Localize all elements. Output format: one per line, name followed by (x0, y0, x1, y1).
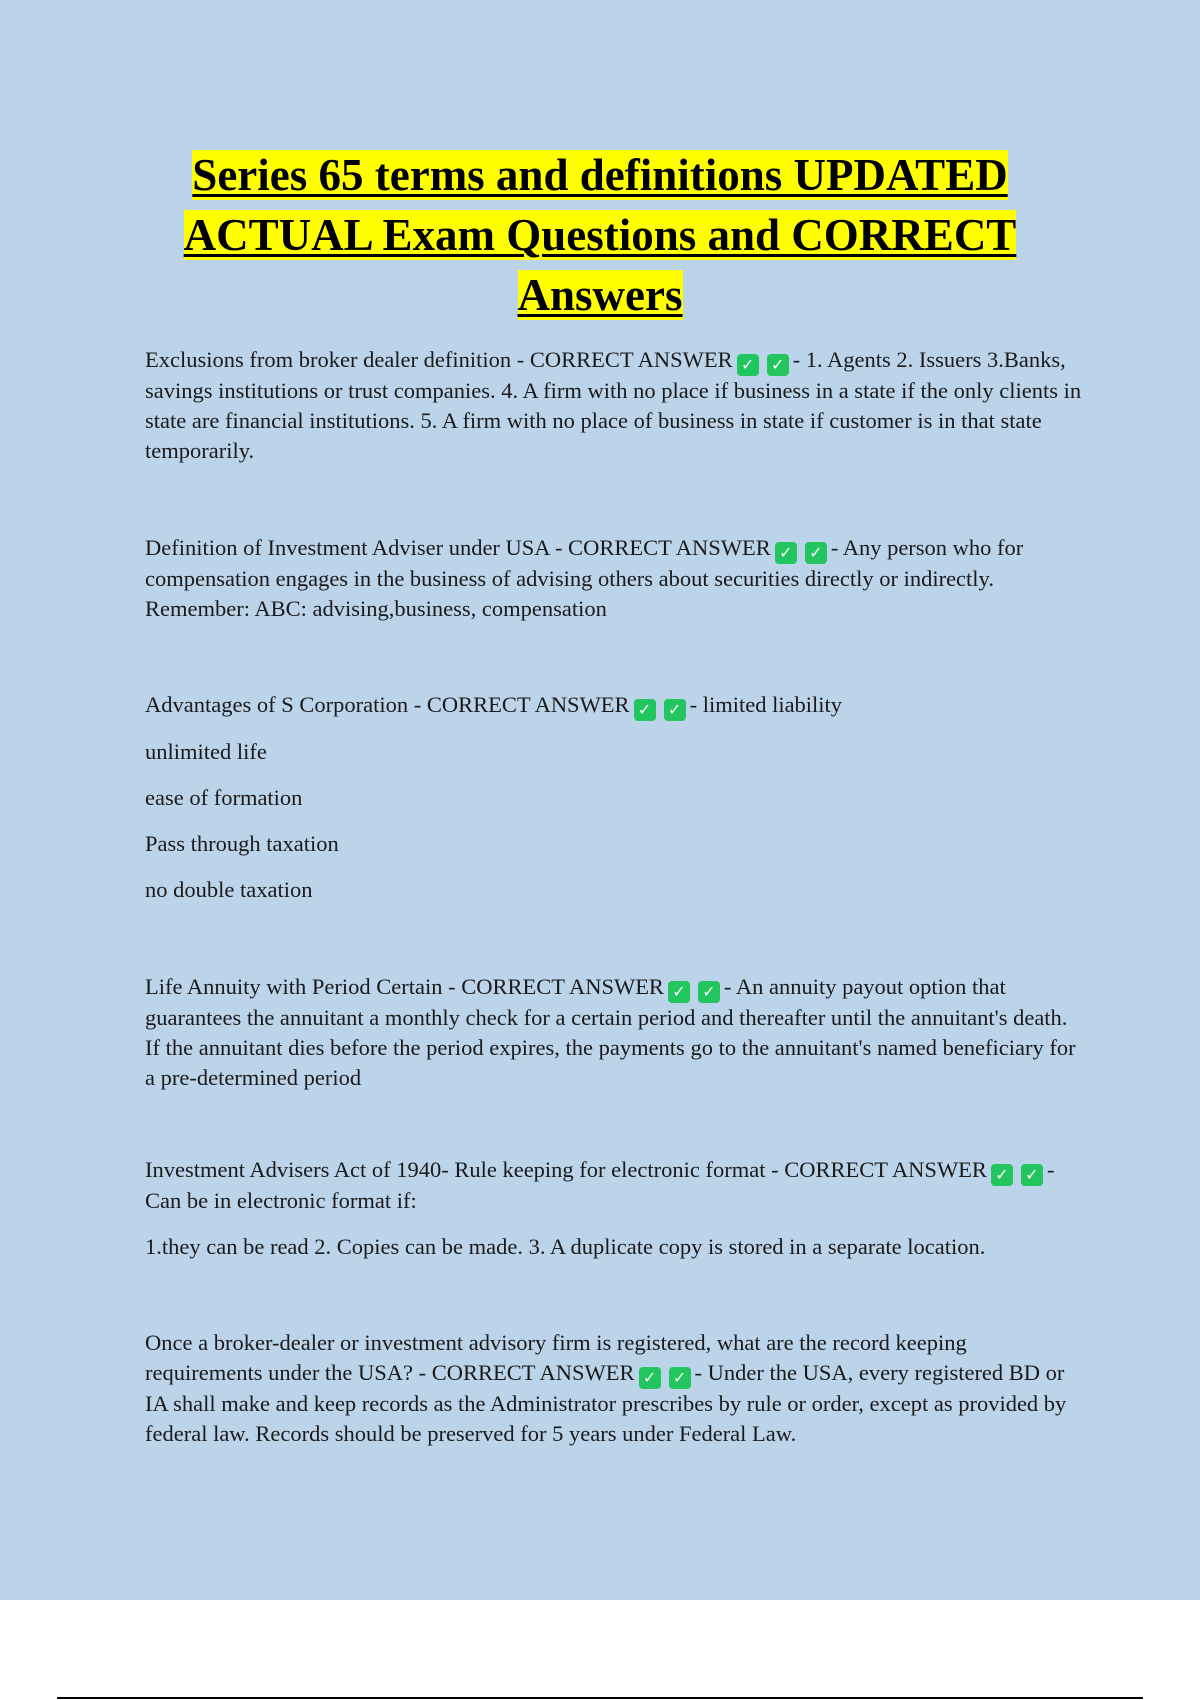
qa-paragraph (145, 972, 1085, 1093)
qa-answer: - Under the USA, every registered BD or IA shall make and keep records as the Administrator prescribes by rule or order, except as provided by federal law. Records should be preserved for 5 years under Federal Law. (145, 1360, 1067, 1446)
qa-item (145, 345, 1085, 466)
check-mark-button-icon: ✓ (664, 699, 686, 721)
qa-answer-line: unlimited life (145, 739, 267, 764)
qa-answer: - Can be in electronic format if: (145, 1157, 1055, 1213)
check-mark-button-icon: ✓ (634, 699, 656, 721)
check-mark-button-icon: ✓ (767, 354, 789, 376)
check-mark-button-icon: ✓ (639, 1367, 661, 1389)
qa-item (145, 1328, 1085, 1449)
qa-item (145, 1155, 1085, 1262)
footer-divider (57, 1697, 1143, 1699)
qa-term: Definition of Investment Adviser under USA - CORRECT ANSWER (145, 535, 771, 560)
qa-answer: - An annuity payout option that guarantees the annuitant a monthly check for a certain period and thereafter until the annuitant's death. If the annuitant dies before the period expires, the payments go to the annuitant's named beneficiary for a pre-determined period (145, 974, 1076, 1090)
qa-paragraph (145, 1328, 1085, 1449)
qa-term: Once a broker-dealer or investment advisory firm is registered, what are the record keeping requirements under the USA? - CORRECT ANSWER (145, 1330, 967, 1385)
check-mark-button-icon: ✓ (775, 542, 797, 564)
qa-paragraph (145, 1155, 1085, 1216)
title-line-3: Answers (517, 270, 683, 320)
check-mark-button-icon: ✓ (991, 1164, 1013, 1186)
qa-term: Investment Advisers Act of 1940- Rule keeping for electronic format - CORRECT ANSWER (145, 1157, 987, 1182)
title-line-1: Series 65 terms and definitions UPDATED (192, 150, 1008, 200)
qa-answer: - Any person who for compensation engages in the business of advising others about securities directly or indirectly. Remember: ABC: advising,business, compensation (145, 535, 1024, 621)
qa-answer-line: ease of formation (145, 785, 303, 810)
qa-term: Exclusions from broker dealer definition - CORRECT ANSWER (145, 347, 733, 372)
qa-term: Life Annuity with Period Certain - CORRECT ANSWER (145, 974, 664, 999)
qa-answer-extra: 1.they can be read 2. Copies can be made. 3. A duplicate copy is stored in a separate location. (145, 1234, 986, 1259)
check-mark-button-icon: ✓ (1021, 1164, 1043, 1186)
check-mark-button-icon: ✓ (669, 1367, 691, 1389)
title-line-2: ACTUAL Exam Questions and CORRECT (183, 210, 1017, 260)
check-mark-button-icon: ✓ (805, 542, 827, 564)
qa-answer: - limited liability (689, 692, 843, 717)
qa-paragraph (145, 345, 1085, 466)
qa-answer: - 1. Agents 2. Issuers 3.Banks, savings institutions or trust companies. 4. A firm with no place if business in a state if the only clients in state are financial institutions. 5. A firm with no place of business in state if customer is in that state temporarily. (145, 347, 1082, 463)
document-title (120, 145, 1080, 325)
check-mark-button-icon: ✓ (668, 981, 690, 1003)
qa-item (145, 972, 1085, 1093)
qa-answer-line: no double taxation (145, 877, 313, 902)
check-mark-button-icon: ✓ (737, 354, 759, 376)
qa-answer-line: Pass through taxation (145, 831, 339, 856)
qa-term: Advantages of S Corporation - CORRECT ANSWER (145, 692, 630, 717)
qa-paragraph (145, 690, 1085, 721)
check-mark-button-icon: ✓ (698, 981, 720, 1003)
qa-item (145, 690, 1085, 905)
qa-paragraph (145, 533, 1085, 624)
qa-item (145, 533, 1085, 624)
